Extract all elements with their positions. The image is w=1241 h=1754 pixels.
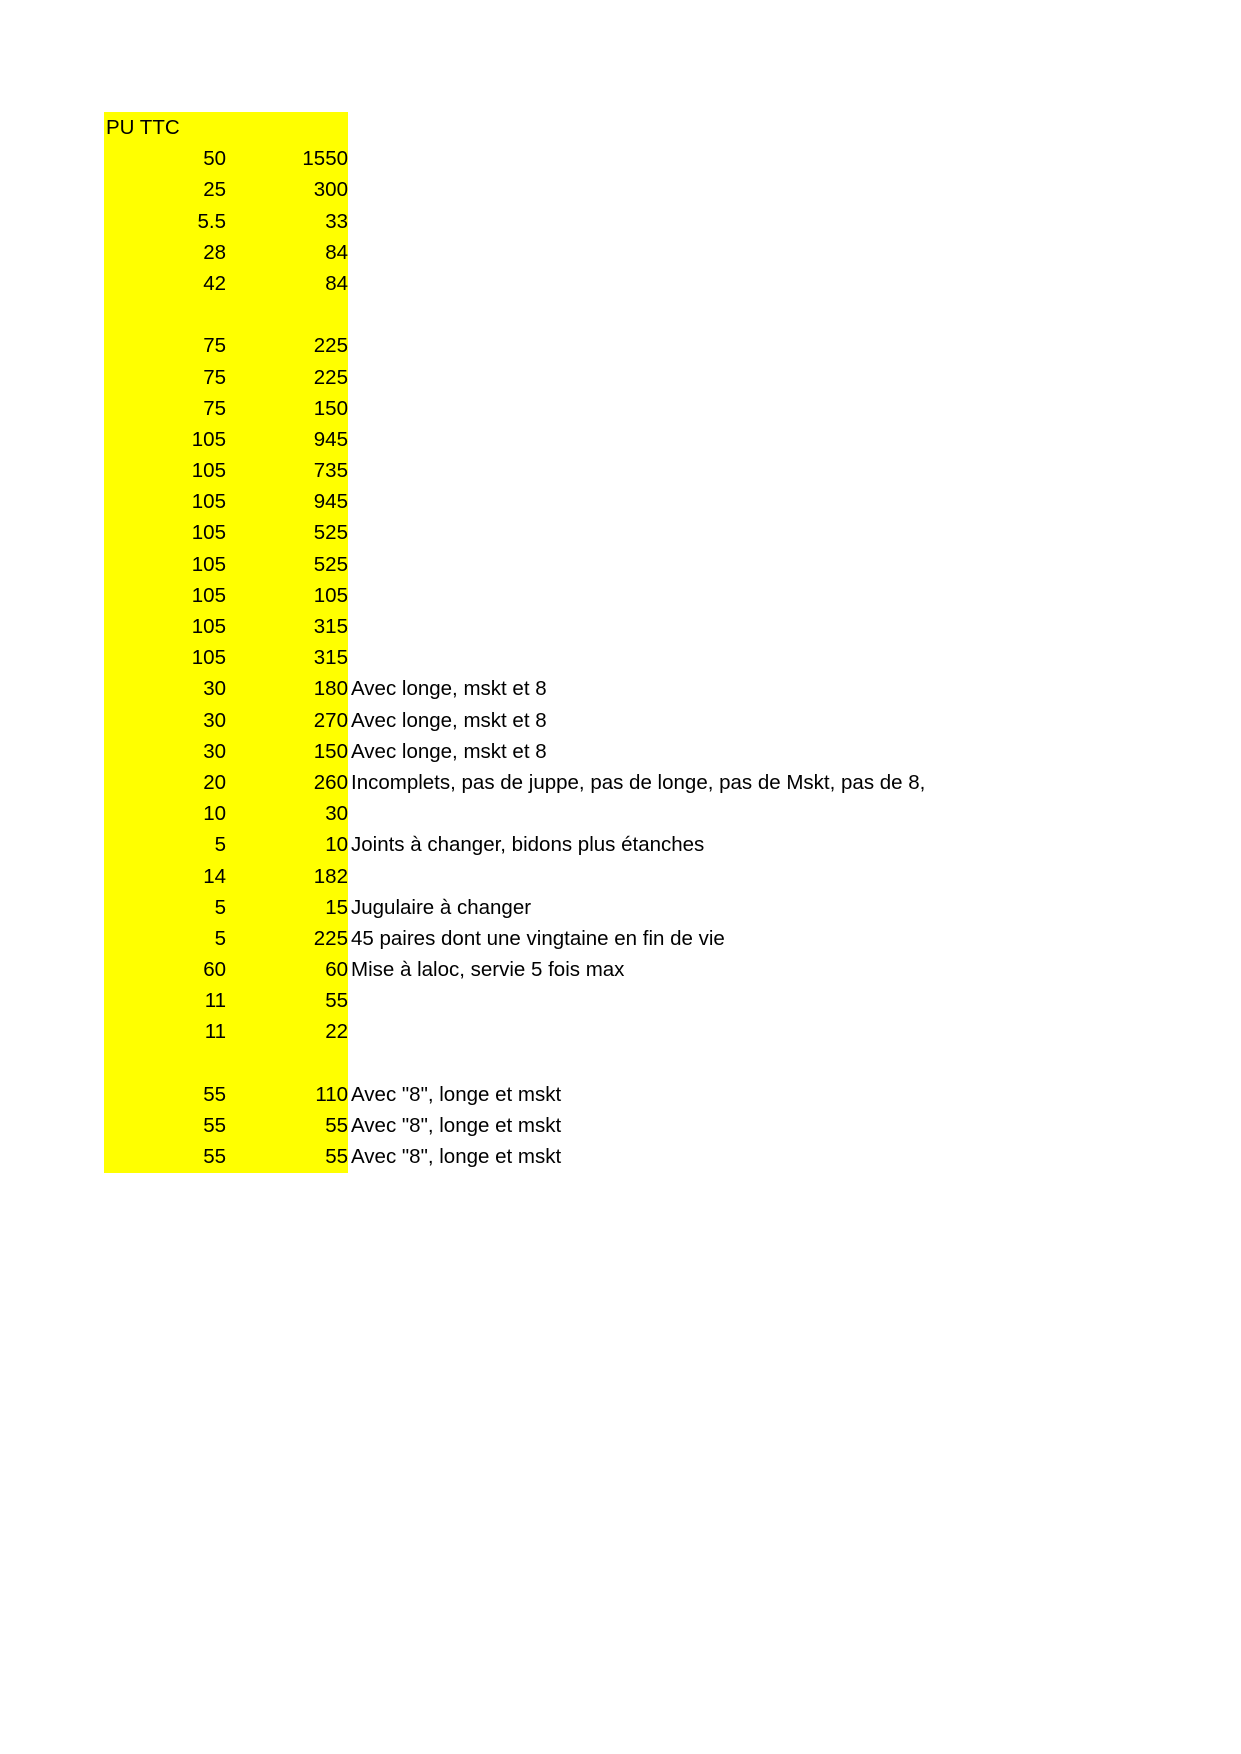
cell-pu-ttc[interactable]: 75 — [203, 334, 226, 358]
cell-note[interactable]: Jugulaire à changer — [351, 895, 532, 919]
cell-total[interactable]: 55 — [325, 1145, 348, 1169]
cell-total[interactable]: 110 — [315, 1082, 348, 1106]
cell-total[interactable]: 84 — [325, 240, 348, 264]
cell-total[interactable]: 30 — [325, 802, 348, 826]
cell-total[interactable]: 260 — [313, 770, 348, 794]
cell-pu-ttc[interactable]: 5 — [214, 926, 226, 950]
cell-note[interactable]: Avec "8", longe et mskt — [351, 1082, 562, 1106]
cell-note[interactable]: Avec longe, mskt et 8 — [351, 739, 547, 763]
cell-note[interactable]: Joints à changer, bidons plus étanches — [351, 833, 705, 857]
cell-pu-ttc[interactable]: 11 — [204, 1020, 226, 1044]
cell-pu-ttc[interactable]: 28 — [203, 240, 226, 264]
cell-total[interactable]: 33 — [325, 209, 348, 233]
cell-total[interactable]: 225 — [313, 926, 348, 950]
cell-total[interactable]: 945 — [313, 427, 348, 451]
cell-pu-ttc[interactable]: 5.5 — [197, 209, 226, 233]
cell-total[interactable]: 150 — [313, 739, 348, 763]
cell-total[interactable]: 315 — [313, 615, 348, 638]
cell-pu-ttc[interactable]: 105 — [191, 521, 226, 545]
cell-note[interactable]: Incomplets, pas de juppe, pas de longe, pas de Mskt, pas de 8, — [351, 770, 926, 794]
cell-total[interactable]: 180 — [313, 677, 348, 701]
cell-total[interactable]: 735 — [313, 459, 348, 483]
cell-pu-ttc[interactable]: 11 — [204, 989, 226, 1013]
cell-pu-ttc[interactable]: 55 — [203, 1145, 226, 1169]
cell-pu-ttc[interactable]: 105 — [191, 427, 226, 451]
cell-pu-ttc[interactable]: 105 — [191, 615, 226, 638]
cell-total[interactable]: 10 — [325, 833, 348, 857]
cell-pu-ttc[interactable]: 30 — [203, 708, 226, 732]
cell-total[interactable]: 60 — [325, 958, 348, 982]
cell-pu-ttc[interactable]: 30 — [203, 739, 226, 763]
cell-total[interactable]: 1550 — [302, 147, 348, 171]
cell-pu-ttc[interactable]: 20 — [203, 770, 226, 794]
cell-total[interactable]: 525 — [313, 521, 348, 545]
cell-total[interactable]: 55 — [325, 989, 348, 1013]
cell-total[interactable] — [226, 299, 348, 330]
cell-total[interactable]: 150 — [313, 396, 348, 420]
cell-total[interactable] — [226, 1048, 348, 1079]
cell-total[interactable]: 84 — [325, 271, 348, 295]
cell-pu-ttc[interactable]: 75 — [203, 365, 226, 389]
cell-total[interactable]: 182 — [313, 864, 348, 888]
cell-pu-ttc[interactable]: 105 — [191, 490, 226, 514]
cell-pu-ttc[interactable]: 42 — [203, 271, 226, 295]
cell-note[interactable]: Avec "8", longe et mskt — [351, 1145, 562, 1169]
cell-pu-ttc[interactable]: 10 — [203, 802, 226, 826]
cell-total[interactable]: 225 — [313, 365, 348, 389]
cell-total[interactable]: 945 — [313, 490, 348, 514]
cell-total[interactable]: 525 — [313, 552, 348, 576]
cell-note[interactable]: Avec longe, mskt et 8 — [351, 677, 547, 701]
cell-pu-ttc[interactable]: 50 — [203, 147, 226, 171]
cell-total[interactable]: 55 — [325, 1114, 348, 1137]
cell-total[interactable]: 15 — [325, 895, 348, 919]
cell-pu-ttc[interactable]: 30 — [203, 677, 226, 701]
header-pu-ttc[interactable]: PU TTC — [106, 116, 180, 139]
cell-pu-ttc[interactable]: 105 — [191, 646, 226, 670]
cell-pu-ttc[interactable] — [104, 299, 226, 330]
cell-total[interactable]: 300 — [313, 178, 348, 202]
cell-pu-ttc[interactable]: 55 — [203, 1082, 226, 1106]
cell-pu-ttc[interactable]: 55 — [203, 1114, 226, 1137]
cell-pu-ttc[interactable]: 105 — [191, 459, 226, 483]
cell-pu-ttc[interactable]: 105 — [191, 552, 226, 576]
cell-note[interactable]: Avec "8", longe et mskt — [351, 1114, 562, 1137]
cell-total[interactable]: 270 — [313, 708, 348, 732]
cell-total[interactable]: 105 — [313, 583, 348, 607]
cell-pu-ttc[interactable] — [104, 1048, 226, 1079]
cell-pu-ttc[interactable]: 60 — [203, 958, 226, 982]
cell-note[interactable]: 45 paires dont une vingtaine en fin de vie — [351, 926, 725, 950]
cell-pu-ttc[interactable]: 5 — [214, 895, 226, 919]
cell-pu-ttc[interactable]: 105 — [191, 583, 226, 607]
cell-pu-ttc[interactable]: 14 — [203, 864, 226, 888]
cell-note[interactable]: Avec longe, mskt et 8 — [351, 708, 547, 732]
cell-pu-ttc[interactable]: 5 — [214, 833, 226, 857]
cell-total[interactable]: 315 — [313, 646, 348, 670]
cell-total[interactable]: 22 — [325, 1020, 348, 1044]
cell-pu-ttc[interactable]: 25 — [203, 178, 226, 202]
cell-note[interactable]: Mise à laloc, servie 5 fois max — [351, 958, 625, 982]
cell-total[interactable]: 225 — [313, 334, 348, 358]
cell-pu-ttc[interactable]: 75 — [203, 396, 226, 420]
